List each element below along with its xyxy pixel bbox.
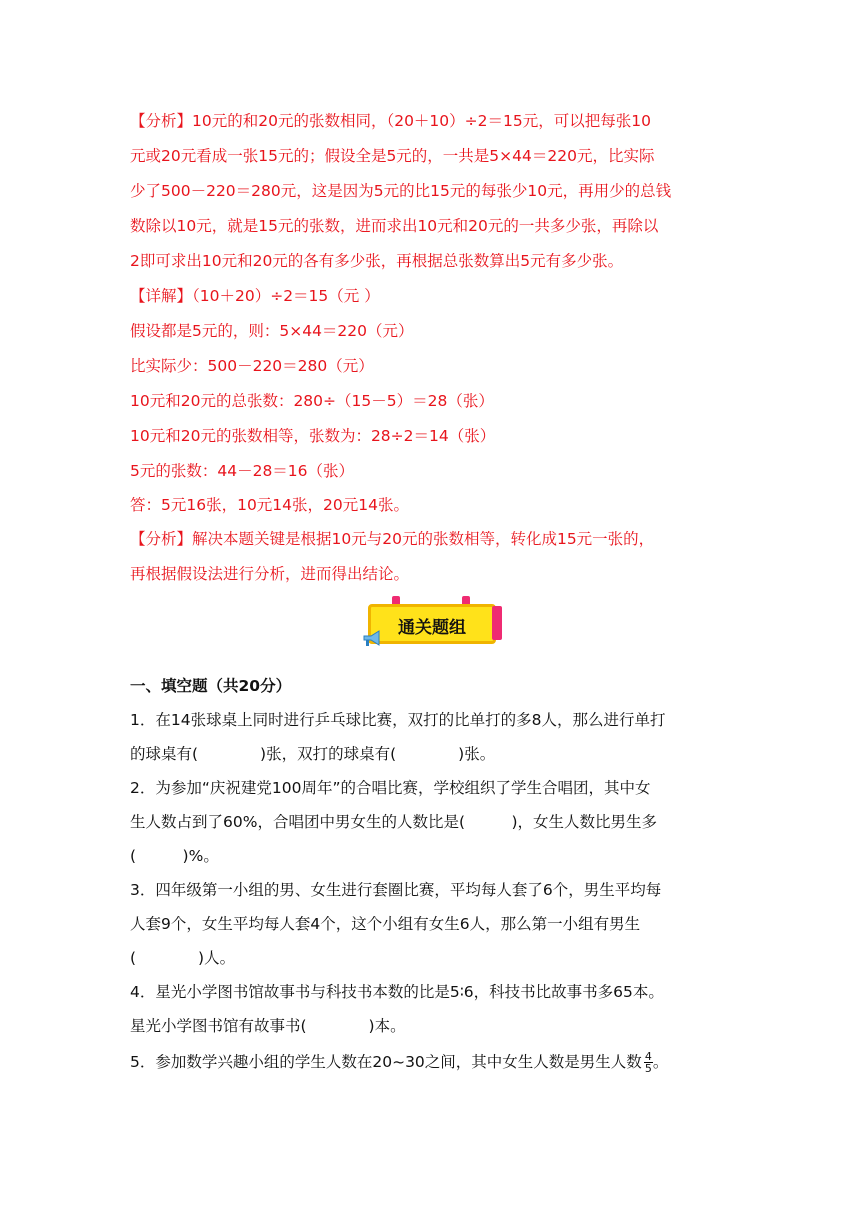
banner-title: 通关题组 [398,618,466,638]
question-line-10: 星光小学图书馆有故事书( )本。 [130,1017,406,1035]
detail-line-6: 5元的张数：44－28＝16（张） [130,462,355,480]
analysis-line-3: 少了500－220＝280元，这是因为5元的比15元的每张少10元，再用少的总钱 [130,182,672,200]
question-line-11: 5．参加数学兴趣小组的学生人数在20~30之间，其中女生人数是男生人数 $\frac{4}{5}$ 。 [130,1050,669,1075]
detail-line-2: 假设都是5元的，则：5×44＝220（元） [130,322,414,340]
analysis2-line-1: 【分析】解决本题关键是根据10元与20元的张数相等，转化成15元一张的， [130,530,655,548]
analysis-line-1: 【分析】10元的和20元的张数相同，（20＋10）÷2＝15元，可以把每张10 [130,112,651,130]
section-banner [362,596,502,652]
analysis2-label: 【分析】 [130,530,193,548]
analysis-line-5: 2即可求出10元和20元的各有多少张，再根据总张数算出5元有多少张。 [130,252,624,270]
analysis2-line-2: 再根据假设法进行分析，进而得出结论。 [130,565,410,583]
fraction: $\frac{4}{5}$ [644,1050,652,1075]
question-line-2: 的球桌有( )张，双打的球桌有( )张。 [130,745,496,763]
question-line-4: 生人数占到了60%，合唱团中男女生的人数比是( )，女生人数比男生多 [130,813,658,831]
detail-line-4: 10元和20元的总张数：280÷（15－5）＝28（张） [130,392,494,410]
detail-line-1: 【详解】（10＋20）÷2＝15（元 ） [130,287,380,305]
question-line-7: 人套9个，女生平均每人套4个，这个小组有女生6人，那么第一小组有男生 [130,915,641,933]
question-line-3: 2．为参加“庆祝建党100周年”的合唱比赛，学校组织了学生合唱团，其中女 [130,779,651,797]
detail-line-3: 比实际少：500－220＝280（元） [130,357,374,375]
question-line-9: 4．星光小学图书馆故事书与科技书本数的比是5∶6，科技书比故事书多65本。 [130,983,664,1001]
detail-line-5: 10元和20元的张数相等，张数为：28÷2＝14（张） [130,427,496,445]
detail-label: 【详解】 [130,287,193,305]
section-heading: 一、填空题（共20分） [130,677,292,695]
question-line-1: 1．在14张球桌上同时进行乒乓球比赛，双打的比单打的多8人，那么进行单打 [130,711,666,729]
analysis-line-2: 元或20元看成一张15元的；假设全是5元的，一共是5×44＝220元，比实际 [130,147,655,165]
question-line-5: ( )%。 [130,847,219,865]
question-line-6: 3．四年级第一小组的男、女生进行套圈比赛，平均每人套了6个，男生平均每 [130,881,662,899]
answer-line: 答：5元16张，10元14张，20元14张。 [130,496,409,514]
megaphone-icon [362,630,382,648]
question-line-8: ( )人。 [130,949,236,967]
analysis-line-4: 数除以10元，就是15元的张数，进而求出10元和20元的一共多少张，再除以 [130,217,659,235]
analysis-label: 【分析】 [130,112,193,130]
